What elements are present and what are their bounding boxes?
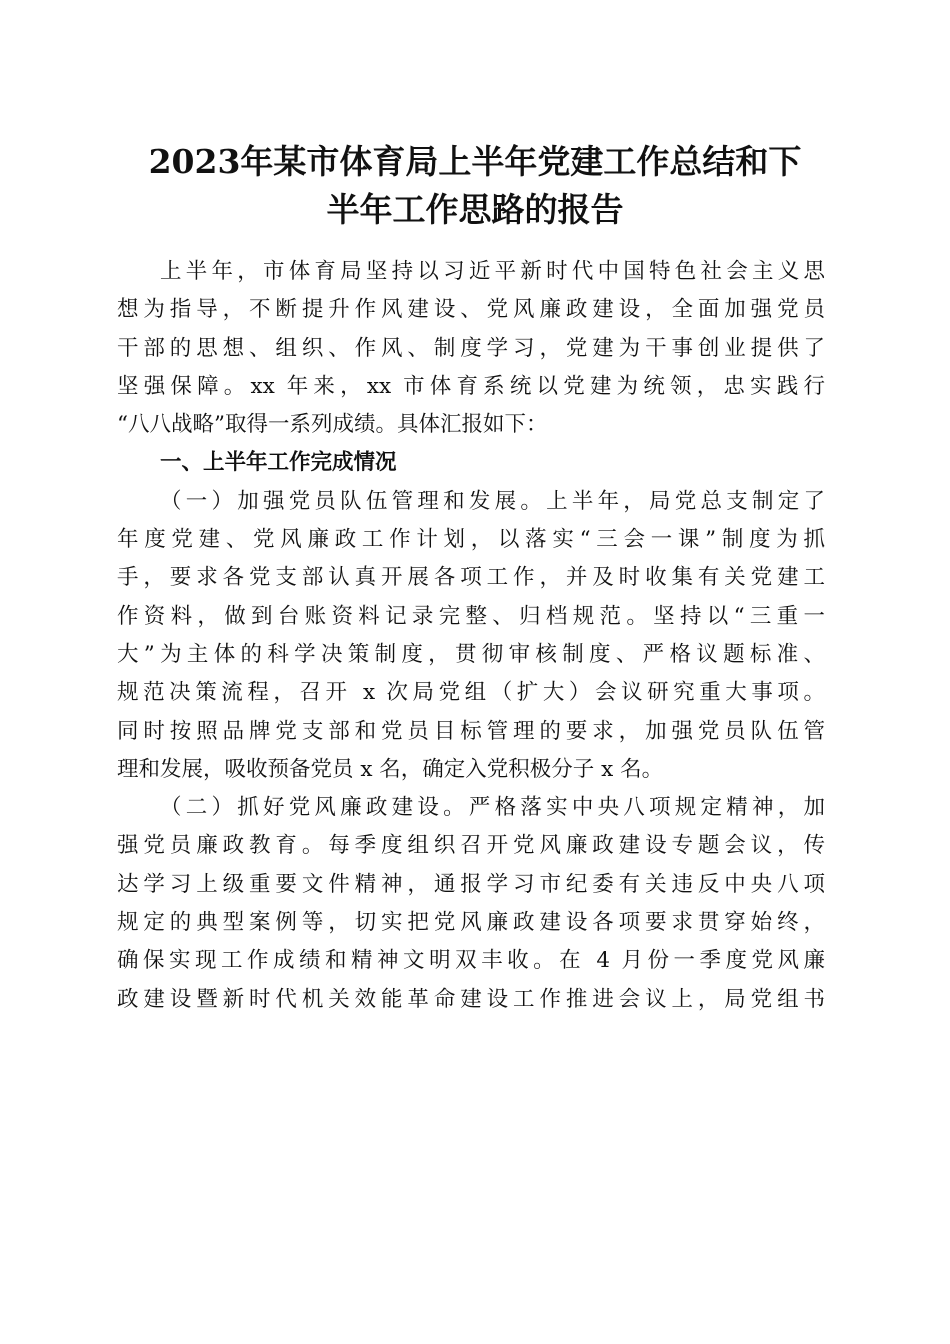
subsection-2-heading: （二）抓好党风廉政建设。 [160, 795, 469, 821]
subsection-2-line-1 [117, 789, 825, 827]
intro-line-2: 想为指导，不断提升作风建设、党风廉政建设，全面加强党员 [117, 297, 825, 323]
subsection-1-first-line-rest: 上半年，局党总支制定了 [546, 488, 825, 514]
intro-line-4: 坚强保障。xx 年来，xx 市体育系统以党建为统领，忠实践行 [117, 373, 825, 399]
intro-paragraph [117, 253, 825, 444]
intro-line-3: 干部的思想、组织、作风、制度学习，党建为干事创业提供了 [117, 335, 825, 361]
subsection-1-line-1 [117, 483, 825, 521]
subsection-1-line-6: 规范决策流程，召开 x 次局党组（扩大）会议研究重大事项。 [117, 680, 825, 706]
section-1-heading: 一、上半年工作完成情况 [160, 450, 397, 476]
section-1 [117, 444, 825, 482]
intro-line-1: 上半年，市体育局坚持以习近平新时代中国特色社会主义思 [160, 259, 825, 284]
subsection-2-paragraph [117, 789, 825, 1019]
subsection-2-line-5: 确保实现工作成绩和精神文明双丰收。在 4 月份一季度党风廉 [117, 948, 825, 974]
subsection-1-line-2: 年度党建、党风廉政工作计划，以落实“三会一课”制度为抓 [117, 527, 825, 553]
title-line-2: 半年工作思路的报告 [326, 190, 624, 229]
subsection-2-line-6: 政建设暨新时代机关效能革命建设工作推进会议上，局党组书 [117, 986, 825, 1012]
title-line-1: 2023年某市体育局上半年党建工作总结和下 [148, 142, 802, 181]
document-title [120, 138, 830, 234]
subsection-1-line-5: 大”为主体的科学决策制度，贯彻审核制度、严格议题标准、 [117, 641, 825, 667]
subsection-1-line-3: 手，要求各党支部认真开展各项工作，并及时收集有关党建工 [117, 565, 825, 591]
subsection-2-first-line-rest: 严格落实中央八项规定精神，加 [468, 795, 825, 821]
subsection-1-line-8: 理和发展，吸收预备党员 x 名，确定入党积极分子 x 名。 [117, 756, 664, 782]
subsection-1-paragraph [117, 483, 825, 789]
subsection-1-line-7: 同时按照品牌党支部和党员目标管理的要求，加强党员队伍管 [117, 718, 825, 744]
subsection-2-line-4: 规定的典型案例等，切实把党风廉政建设各项要求贯穿始终， [117, 910, 825, 936]
subsection-2-line-2: 强党员廉政教育。每季度组织召开党风廉政建设专题会议，传 [117, 833, 825, 859]
subsection-1-line-4: 作资料，做到台账资料记录完整、归档规范。坚持以“三重一 [117, 603, 825, 629]
subsection-1-heading: （一）加强党员队伍管理和发展。 [160, 488, 547, 514]
intro-line-5: “八八战略”取得一系列成绩。具体汇报如下： [117, 412, 548, 438]
subsection-2-line-3: 达学习上级重要文件精神，通报学习市纪委有关违反中央八项 [117, 871, 825, 897]
document-body [117, 253, 825, 1019]
